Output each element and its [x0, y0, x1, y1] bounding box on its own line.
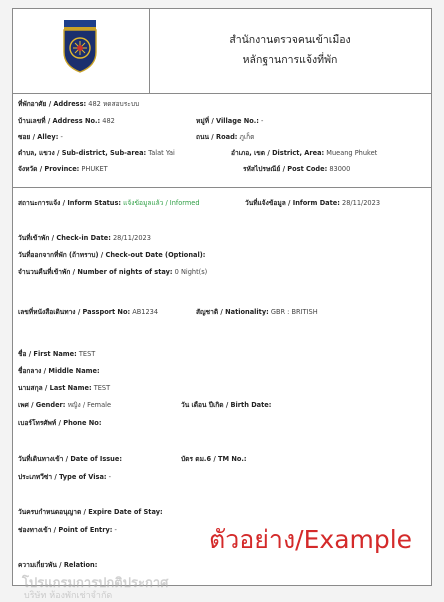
inform-date-row	[245, 199, 380, 208]
alley-row	[18, 133, 63, 142]
district-value: Mueang Phuket	[326, 149, 378, 157]
example-stamp: ตัวอย่าง/Example	[209, 525, 413, 554]
house-no-value: 482	[102, 117, 115, 125]
village-no-label: หมู่ที่ / Village No.:	[196, 117, 259, 125]
passport-no-value: AB1234	[132, 308, 159, 316]
province-row	[18, 165, 108, 174]
checkout-row	[18, 251, 205, 260]
gender-row	[18, 401, 111, 410]
inform-status-value: แจ้งข้อมูลแล้ว / Informed	[123, 199, 200, 207]
inform-date-label: วันที่แจ้งข้อมูล / Inform Date:	[245, 199, 340, 207]
agency-title: สำนักงานตรวจคนเข้าเมือง	[229, 34, 351, 46]
checkout-label: วันที่ออกจากที่พัก (ถ้าทราบ) / Check-out Date (Optional):	[18, 251, 206, 259]
village-no-row	[196, 117, 263, 126]
relation-label: ความเกี่ยวพัน / Relation:	[18, 561, 98, 569]
inform-date-value: 28/11/2023	[342, 199, 381, 207]
road-value: ภูเก็ต	[239, 133, 255, 141]
point-of-entry-value: -	[114, 526, 117, 534]
gender-value: หญิง / Female	[67, 401, 112, 409]
road-row	[196, 133, 254, 142]
inform-status-label: สถานะการแจ้ง / Inform Status:	[18, 199, 122, 207]
relation-row	[18, 561, 97, 570]
nationality-row	[196, 308, 318, 317]
visa-type-label: ประเภทวีซ่า / Type of Visa:	[18, 473, 107, 481]
checkin-row	[18, 234, 151, 243]
birth-date-label: วัน เดือน ปีเกิด / Birth Date:	[181, 401, 272, 409]
last-name-value: TEST	[93, 384, 111, 392]
nights-value: 0 Night(s)	[174, 268, 208, 276]
accommodation-row	[18, 100, 139, 109]
house-no-label: บ้านเลขที่ / Address No.:	[18, 117, 101, 125]
province-label: จังหวัด / Province:	[18, 165, 80, 173]
postcode-row	[243, 165, 350, 174]
phone-row	[18, 419, 101, 428]
village-no-value: -	[261, 117, 264, 125]
gender-label: เพศ / Gender:	[18, 401, 66, 409]
date-of-issue-row	[18, 455, 122, 464]
checkin-value: 28/11/2023	[112, 234, 151, 242]
district-label: อำเภอ, เขต / District, Area:	[231, 149, 325, 157]
inform-status-row	[18, 199, 200, 208]
document-page	[12, 8, 432, 586]
subdistrict-label: ตำบล, แขวง / Sub-district, Sub-area:	[18, 149, 147, 157]
postcode-label: รหัสไปรษณีย์ / Post Code:	[243, 165, 328, 173]
watermark-line-1: โปรแกรมการปกติประกาศ	[22, 576, 169, 591]
last-name-row	[18, 384, 110, 393]
accommodation-value: 482 หดสอบระบบ	[88, 100, 140, 108]
nationality-label: สัญชาติ / Nationality:	[196, 308, 269, 316]
alley-value: -	[60, 133, 63, 141]
nights-row	[18, 268, 207, 277]
point-of-entry-row	[18, 526, 117, 535]
immigration-police-emblem-icon	[61, 18, 99, 74]
phone-label: เบอร์โทรศัพท์ / Phone No:	[18, 419, 102, 427]
nights-label: จำนวนคืนที่เข้าพัก / Number of nights of stay:	[18, 268, 173, 276]
birth-date-row	[181, 401, 271, 410]
section-divider	[13, 187, 431, 188]
passport-no-row	[18, 308, 158, 317]
house-no-row	[18, 117, 115, 126]
visa-type-row	[18, 473, 111, 482]
checkin-label: วันที่เข้าพัก / Check-in Date:	[18, 234, 111, 242]
first-name-row	[18, 350, 95, 359]
alley-label: ซอย / Alley:	[18, 133, 59, 141]
expire-date-row	[18, 508, 163, 517]
first-name-label: ชื่อ / First Name:	[18, 350, 77, 358]
date-of-issue-label: วันที่เดินทางเข้า / Date of Issue:	[18, 455, 122, 463]
district-row	[231, 149, 377, 158]
postcode-value: 83000	[329, 165, 351, 173]
subdistrict-value: Talat Yai	[148, 149, 175, 157]
accommodation-label: ที่พักอาศัย / Address:	[18, 100, 87, 108]
visa-type-value: -	[108, 473, 112, 481]
middle-name-row	[18, 367, 100, 376]
middle-name-label: ชื่อกลาง / Middle Name:	[18, 367, 100, 375]
document-header	[13, 9, 431, 94]
province-value: PHUKET	[81, 165, 108, 173]
watermark-line-2: บริษัท ห้องพักเช่าจำกัด	[24, 591, 113, 601]
point-of-entry-label: ช่องทางเข้า / Point of Entry:	[18, 526, 113, 534]
nationality-value: GBR : BRITISH	[270, 308, 318, 316]
last-name-label: นามสกุล / Last Name:	[18, 384, 92, 392]
document-title: หลักฐานการแจ้งที่พัก	[242, 54, 338, 66]
first-name-value: TEST	[78, 350, 96, 358]
subdistrict-row	[18, 149, 175, 158]
logo-cell	[13, 9, 150, 93]
road-label: ถนน / Road:	[196, 133, 238, 141]
passport-no-label: เลขที่หนังสือเดินทาง / Passport No:	[18, 308, 131, 316]
expire-date-label: วันครบกำหนดอนุญาต / Expire Date of Stay:	[18, 508, 163, 516]
tm-no-row	[181, 455, 247, 464]
tm-no-label: บัตร ตม.6 / TM No.:	[181, 455, 247, 463]
